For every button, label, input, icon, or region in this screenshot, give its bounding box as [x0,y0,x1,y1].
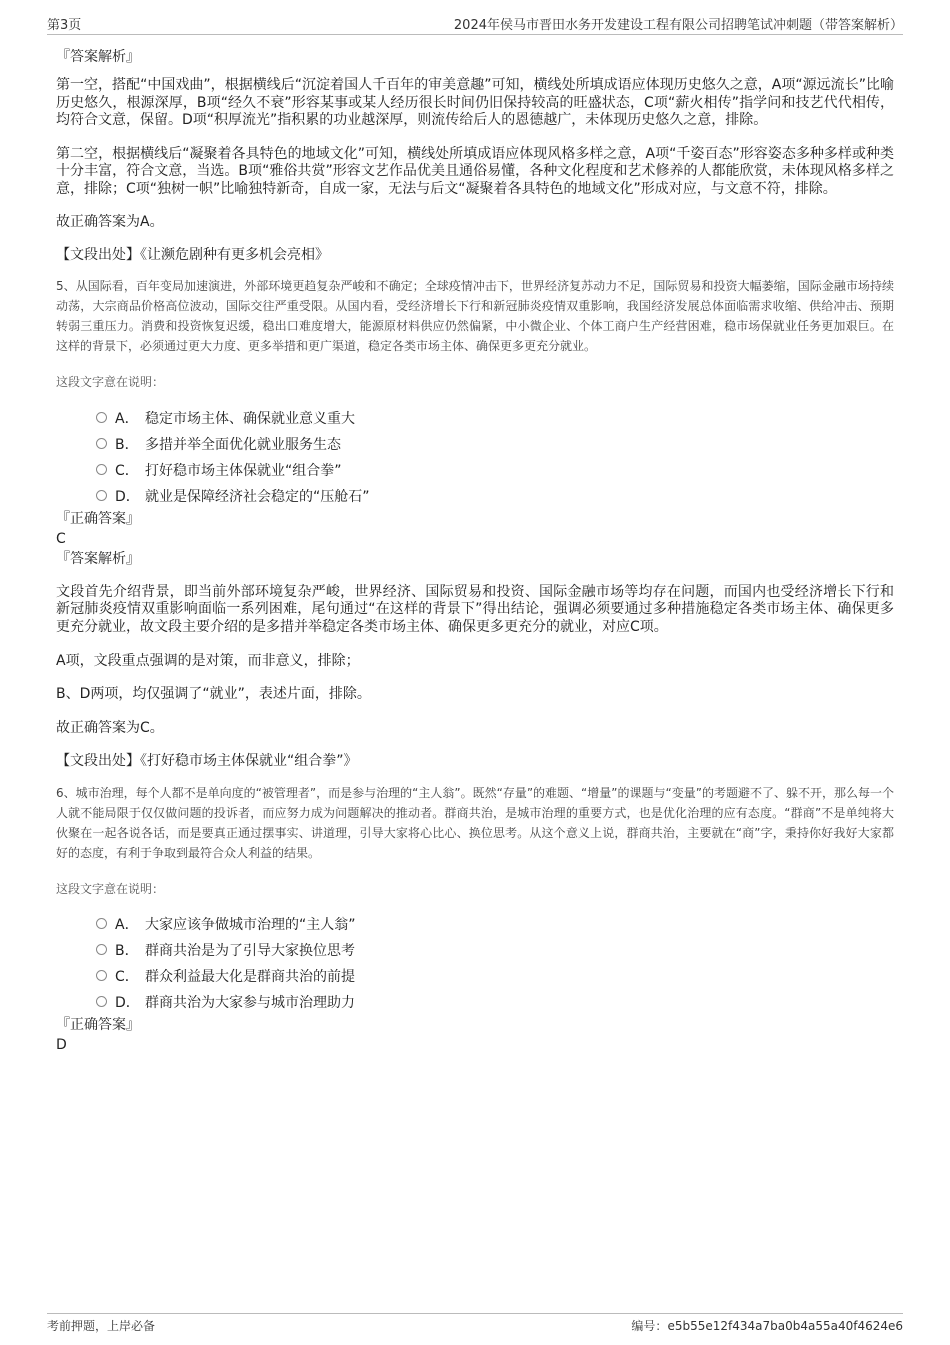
q6-passage: 6、城市治理，每个人都不是单向度的“被管理者”，而是参与治理的“主人翁”。既然“存量”的难题、“增量”的课题与“变量”的考题避不了、躲不开，那么每一个人就不能局限于仅仅做问题的投诉者，而应努力成为问题解决的推动者。群商共治，是城市治理的重要方式，也是优化治理的应有态度。“群商”不是单纯将大伙聚在一起各说各话，而是要真正通过摆事实、讲道理，引导大家将心比心、换位思考。从这个意义上说，群商共治，主要就在“商”字，秉持你好我好大家都好的态度，有利于争取到最符合众人利益的结果。 [56,785,894,860]
option-text: 群众利益最大化是群商共治的前提 [145,968,355,985]
footer-code-value: e5b55e12f434a7ba0b4a55a40f4624e6 [667,1319,903,1333]
option-text: 就业是保障经济社会稳定的“压舱石” [145,488,370,505]
radio-icon[interactable] [96,490,107,501]
document-title: 2024年侯马市晋田水务开发建设工程有限公司招聘笔试冲刺题（带答案解析） [453,18,903,33]
q6-answer-tag: 『正确答案』 [56,1016,140,1033]
option-letter: A． [115,916,139,933]
q5-conclusion: 故正确答案为C。 [56,719,164,736]
option-letter: D． [115,994,140,1011]
q5-analysis-para-3: B、D两项，均仅强调了“就业”，表述片面，排除。 [56,686,371,703]
q4-source: 【文段出处】《让濒危剧种有更多机会亮相》 [56,247,329,264]
option-text: 群商共治为大家参与城市治理助力 [145,994,355,1011]
q5-option-d[interactable] [96,484,894,510]
footer-code [631,1317,903,1334]
q4-conclusion: 故正确答案为A。 [56,213,164,230]
option-text: 群商共治是为了引导大家换位思考 [145,942,355,959]
q5-answer: C [56,530,66,547]
q5-options [96,406,894,510]
page-number: 第3页 [47,18,82,33]
q5-source: 【文段出处】《打好稳市场主体保就业“组合拳”》 [56,753,358,770]
radio-icon[interactable] [96,438,107,449]
q4-analysis-tag: 『答案解析』 [56,49,140,65]
q4-analysis-para-1: 第一空，搭配“中国戏曲”，根据横线后“沉淀着国人千百年的审美意趣”可知，横线处所填成语应体现历史悠久之意，A项“源远流长”比喻历史悠久，根源深厚，B项“经久不衰”形容某事或某人经历很长时间仍旧保持较高的旺盛状态，C项“薪火相传”指学问和技艺代代相传，均符合文意，保留。D项“积厚流光”指积累的功业越深厚，则流传给后人的恩德越广，未体现历史悠久之意，排除。 [56,77,894,129]
option-letter: B． [115,942,139,959]
q6-options [96,912,894,1016]
q5-answer-tag: 『正确答案』 [56,510,140,527]
q4-analysis-para-2: 第二空，根据横线后“凝聚着各具特色的地域文化”可知，横线处所填成语应体现风格多样之意，A项“千姿百态”形容姿态多种多样或种类十分丰富，符合文意，当选。B项“雅俗共赏”形容文艺作品优美且通俗易懂，各种文化程度和艺术修养的人都能欣赏，未体现风格多样之意，排除；C项“独树一帜”比喻独特新奇，自成一家，无法与后文“凝聚着各具特色的地域文化”形成对应，与文意不符，排除。 [56,145,894,197]
option-text: 打好稳市场主体保就业“组合拳” [145,462,342,479]
page-header [47,12,903,35]
q5-stem: 这段文字意在说明： [56,374,165,389]
page-footer [47,1313,903,1336]
q5-option-a[interactable] [96,406,894,432]
option-text: 大家应该争做城市治理的“主人翁” [145,916,356,933]
q5-analysis-para-2: A项，文段重点强调的是对策，而非意义，排除； [56,652,360,669]
radio-icon[interactable] [96,412,107,423]
q5-option-b[interactable] [96,432,894,458]
radio-icon[interactable] [96,464,107,475]
q6-option-b[interactable] [96,938,894,964]
q6-option-a[interactable] [96,912,894,938]
q6-stem: 这段文字意在说明： [56,881,165,896]
footer-code-label: 编号： [631,1319,668,1333]
q5-analysis-tag: 『答案解析』 [56,550,140,567]
q6-option-c[interactable] [96,964,894,990]
option-letter: A． [115,410,139,427]
option-letter: B． [115,436,139,453]
radio-icon[interactable] [96,918,107,929]
q5-passage: 5、从国际看，百年变局加速演进，外部环境更趋复杂严峻和不确定；全球疫情冲击下，世界经济复苏动力不足，国际贸易和投资大幅萎缩，国际金融市场持续动荡，大宗商品价格高位波动，国际交往严重受限。从国内看，受经济增长下行和新冠肺炎疫情双重影响，我国经济发展总体面临需求收缩、供给冲击、预期转弱三重压力。消费和投资恢复迟缓，稳出口难度增大，能源原材料供应仍然偏紧，中小微企业、个体工商户生产经营困难，稳市场保就业任务更加艰巨。在这样的背景下，必须通过更大力度、更多举措和更广渠道，稳定各类市场主体、确保更多更充分就业。 [56,278,894,353]
option-text: 多措并举全面优化就业服务生态 [145,436,341,453]
option-text: 稳定市场主体、确保就业意义重大 [145,410,355,427]
q6-answer: D [56,1036,67,1053]
page-content [56,46,894,1054]
radio-icon[interactable] [96,996,107,1007]
option-letter: C． [115,462,139,479]
radio-icon[interactable] [96,944,107,955]
footer-slogan: 考前押题，上岸必备 [47,1319,156,1333]
q6-option-d[interactable] [96,990,894,1016]
q5-option-c[interactable] [96,458,894,484]
q5-analysis-para-1: 文段首先介绍背景，即当前外部环境复杂严峻，世界经济、国际贸易和投资、国际金融市场等均存在问题，而国内也受经济增长下行和新冠肺炎疫情双重影响面临一系列困难，尾句通过“在这样的背景下”得出结论，强调必须要通过多种措施稳定各类市场主体、确保更多更充分就业，故文段主要介绍的是多措并举稳定各类市场主体、确保更多更充分的就业，对应C项。 [56,583,894,635]
option-letter: D． [115,488,140,505]
radio-icon[interactable] [96,970,107,981]
option-letter: C． [115,968,139,985]
